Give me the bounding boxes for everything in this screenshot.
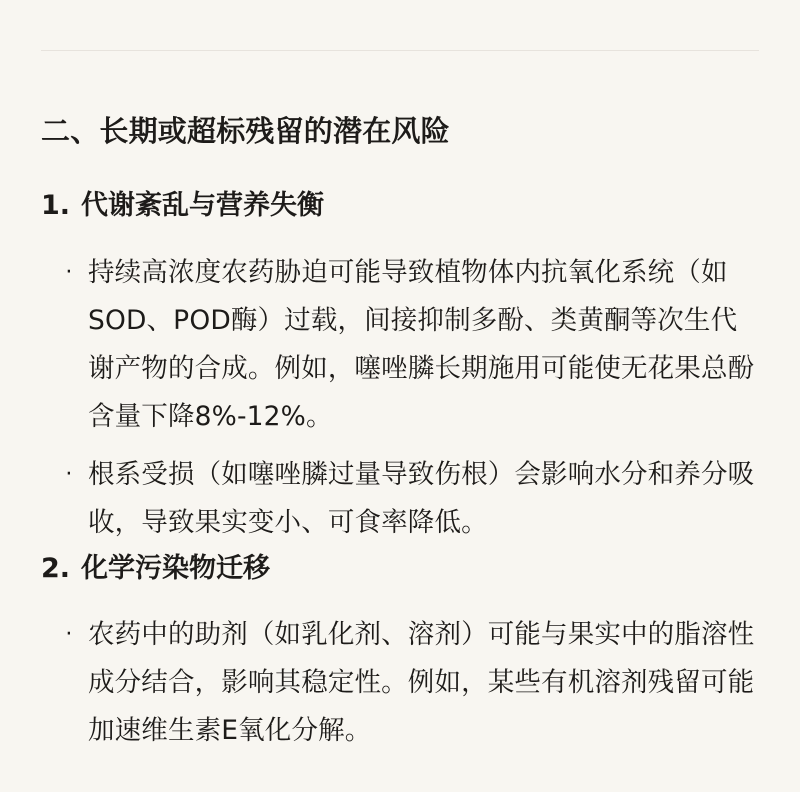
bullet-list — [41, 611, 759, 755]
bullet-dot: · — [65, 260, 73, 285]
bullet-text: 农药中的助剂（如乳化剂、溶剂）可能与果实中的脂溶性成分结合，影响其稳定性。例如，某些有机溶剂残留可能加速维生素E氧化分解。 — [88, 619, 755, 746]
bullet-dot: · — [65, 622, 73, 647]
bullet-text: 根系受损（如噻唑膦过量导致伤根）会影响水分和养分吸收，导致果实变小、可食率降低。 — [88, 459, 755, 538]
subsection-title: 代谢紊乱与营养失衡 — [81, 190, 324, 221]
bullet-list — [41, 249, 759, 547]
list-item — [41, 611, 759, 755]
subsection-heading — [41, 550, 759, 588]
top-divider — [41, 50, 759, 51]
list-item — [41, 249, 759, 441]
bullet-text: 持续高浓度农药胁迫可能导致植物体内抗氧化系统（如SOD、POD酶）过载，间接抑制多酚、类黄酮等次生代谢产物的合成。例如，噻唑膦长期施用可能使无花果总酚含量下降8%-12%。 — [88, 257, 755, 432]
subsection-chemical-migration — [41, 550, 759, 755]
subsection-title: 化学污染物迁移 — [81, 553, 270, 584]
subsection-heading — [41, 187, 759, 225]
bullet-dot: · — [65, 462, 73, 487]
list-item — [41, 451, 759, 547]
subsection-number: 2. — [41, 553, 71, 584]
subsection-number: 1. — [41, 190, 71, 221]
section-title: 二、长期或超标残留的潜在风险 — [41, 114, 450, 148]
subsection-metabolic-disorder — [41, 187, 759, 547]
